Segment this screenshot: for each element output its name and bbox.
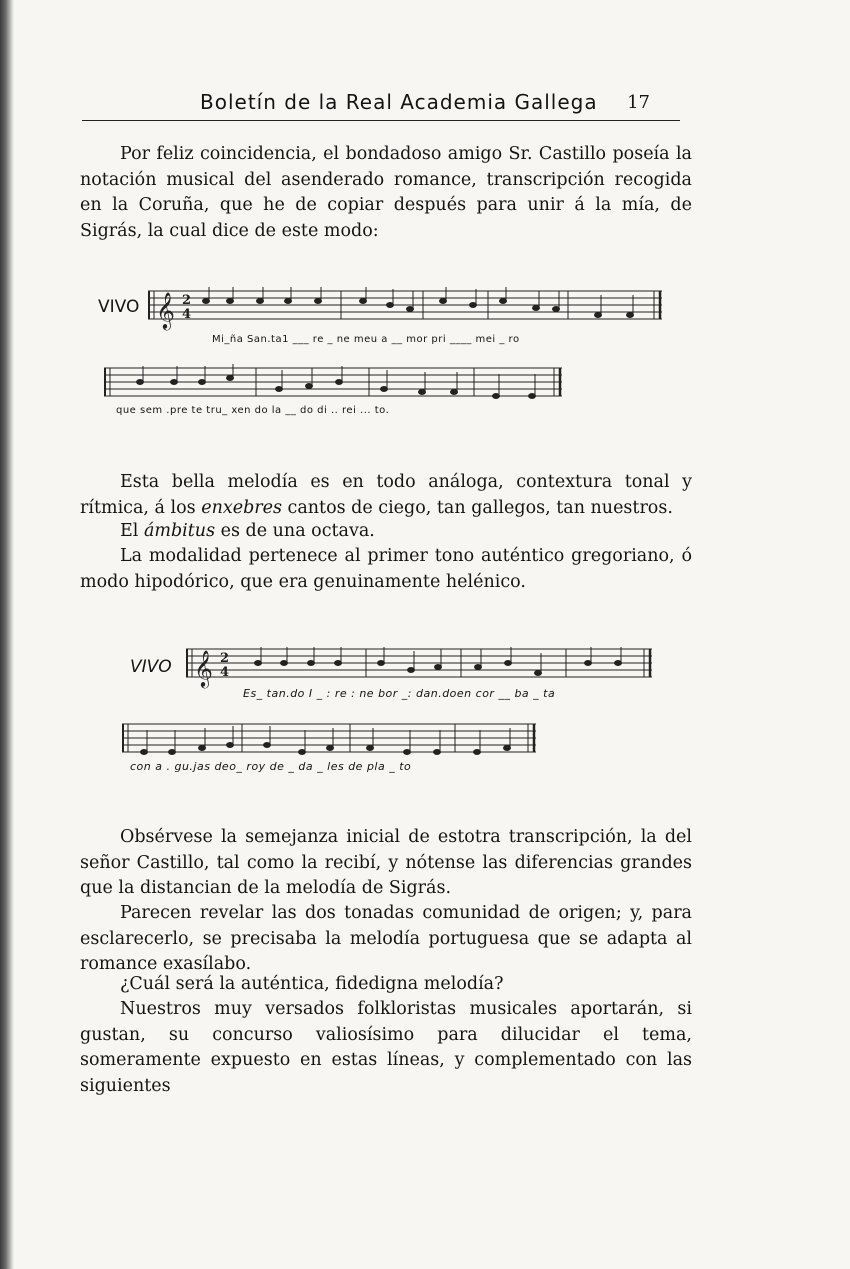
paragraph-2 xyxy=(80,470,692,521)
paragraph-6-text: Parecen revelar las dos tonadas comunidad de origen; y, para esclarecerlo, se precisaba la melodía portuguesa que se adapta al romance exasílabo. xyxy=(80,903,692,974)
music2-lyrics-line-1: Es_ tan.do I _ : re : ne bor _: dan.doen cor __ ba _ ta xyxy=(243,687,556,700)
svg-text:2: 2 xyxy=(220,651,230,666)
paragraph-4 xyxy=(80,544,692,595)
page-number: 17 xyxy=(627,92,650,113)
music1-staff-line-1 xyxy=(148,285,668,330)
paragraph-3 xyxy=(80,519,692,545)
music1-lyrics-line-2: que sem .pre te tru_ xen do la __ do di .. rei ... to. xyxy=(116,405,390,416)
paragraph-4-text: La modalidad pertenece al primer tono auténtico gregoriano, ó modo hipodórico, que era genuinamente helénico. xyxy=(80,546,692,592)
music1-lyrics-line-1: Mi_ña San.ta1 ___ re _ ne meu a __ mor pri ____ mei _ ro xyxy=(212,334,520,345)
paragraph-2-text-b: cantos de ciego, tan gallegos, tan nuestros. xyxy=(281,497,673,518)
paragraph-6 xyxy=(80,901,692,978)
svg-text:𝄞: 𝄞 xyxy=(194,649,213,687)
paragraph-1-text: Por feliz coincidencia, el bondadoso amigo Sr. Castillo poseía la notación musical del asenderado romance, transcripción recogida en la Coruña, que he de copiar después para unir á la mía, de Sigrás, la cual dice de este modo: xyxy=(80,144,692,241)
paragraph-3-text-b: es de una octava. xyxy=(215,521,375,541)
music1-staff-line-2 xyxy=(104,362,574,407)
music2-lyrics-line-2: con a . gu.jas deo_ roy de _ da _ les de pla _ to xyxy=(130,760,412,773)
paragraph-5 xyxy=(80,825,692,902)
music2-staff-line-1 xyxy=(186,643,666,688)
paragraph-3-text-a: El xyxy=(120,521,144,541)
svg-text:2: 2 xyxy=(182,293,192,308)
music2-staff-line-2 xyxy=(122,718,542,763)
music1-tempo-marking: VIVO xyxy=(98,297,140,317)
paragraph-1 xyxy=(80,142,692,244)
paragraph-8-text: Nuestros muy versados folkloristas musicales aportarán, si gustan, su concurso valiosísimo para dilucidar el tema, someramente expuesto en estas líneas, y complementado con las siguientes xyxy=(80,999,692,1096)
book-binding-edge xyxy=(0,0,14,1269)
svg-text:𝄞: 𝄞 xyxy=(156,291,175,329)
paragraph-5-text: Obsérvese la semejanza inicial de estotra transcripción, la del señor Castillo, tal como la recibí, y nótense las diferencias grandes que la distancian de la melodía de Sigrás. xyxy=(80,827,692,898)
term-enxebres: enxebres xyxy=(201,497,282,518)
term-ambitus: ámbitus xyxy=(143,521,216,541)
running-title: Boletín de la Real Academia Gallega xyxy=(200,90,598,114)
paragraph-7-text: ¿Cuál será la auténtica, fidedigna melodía? xyxy=(120,974,504,994)
svg-text:4: 4 xyxy=(220,665,230,680)
page-header xyxy=(82,88,680,121)
paragraph-8 xyxy=(80,997,692,1099)
svg-text:4: 4 xyxy=(182,307,192,322)
music2-tempo-marking: VIVO xyxy=(130,657,172,677)
paragraph-2-text-a: Esta bella melodía es en todo análoga, contextura tonal y rítmica, á los xyxy=(80,472,692,518)
paragraph-7 xyxy=(80,972,692,998)
